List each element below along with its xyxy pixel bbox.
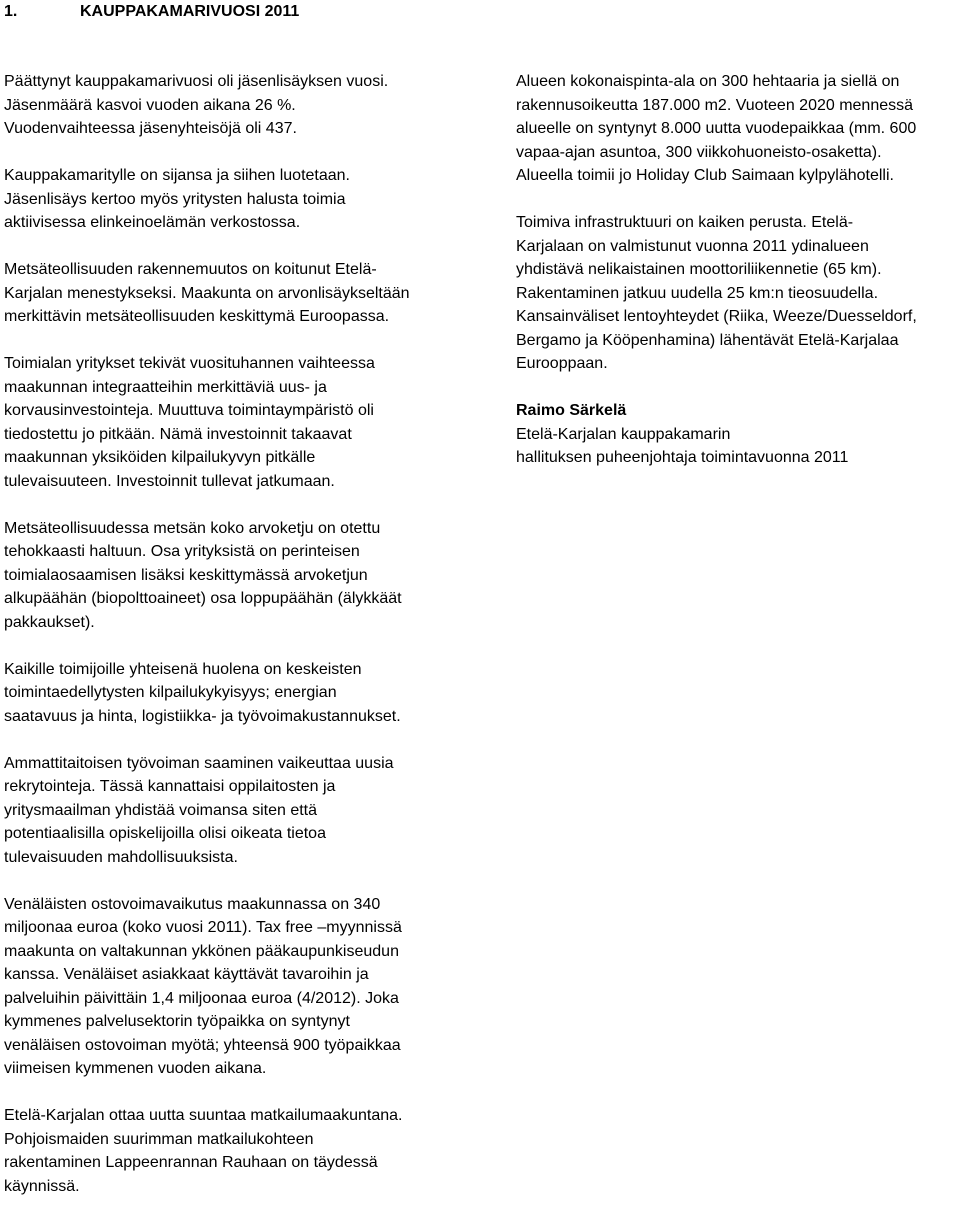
- text-line: korvausinvestointeja. Muuttuva toimintaympäristö oli: [4, 402, 374, 419]
- text-line: rakentaminen Lappeenrannan Rauhaan on täydessä: [4, 1154, 378, 1171]
- text-line: maakunnan integraatteihin merkittäviä uus- ja: [4, 378, 327, 396]
- paragraph: [4, 352, 480, 493]
- signature-block: [516, 399, 956, 470]
- signature-name: Raimo Särkelä: [516, 402, 627, 419]
- text-line: Jäsenmäärä kasvoi vuoden aikana 26 %.: [4, 96, 296, 114]
- paragraph: [4, 893, 480, 1081]
- text-line: rekrytointeja. Tässä kannattaisi oppilaitosten ja: [4, 778, 336, 795]
- right-column-paragraphs: [516, 70, 956, 399]
- paragraph-gap: [4, 728, 480, 752]
- text-line: Etelä-Karjalan ottaa uutta suuntaa matkailumaakuntana.: [4, 1107, 403, 1124]
- text-line: Kauppakamaritylle on sijansa ja siihen luotetaan.: [4, 167, 350, 184]
- text-line: Venäläisten ostovoimavaikutus maakunnassa on 340: [4, 895, 381, 913]
- text-line: Metsäteollisuudessa metsän koko arvoketju on otettu: [4, 519, 381, 537]
- text-line: Karjalan menestykseksi. Maakunta on arvonlisäykseltään: [4, 284, 410, 302]
- text-line: tulevaisuuden mahdollisuuksista.: [4, 848, 238, 866]
- paragraph: [4, 70, 480, 141]
- text-line: viimeisen kymmenen vuoden aikana.: [4, 1060, 267, 1077]
- section-number: 1.: [4, 3, 18, 20]
- text-line: potentiaalisilla opiskelijoilla olisi oikeata tietoa: [4, 825, 326, 842]
- text-line: Bergamo ja Kööpenhamina) lähentävät Etelä-Karjalaa: [516, 331, 899, 349]
- paragraph-gap: [4, 235, 480, 259]
- paragraph: [4, 258, 480, 329]
- text-line: kanssa. Venäläiset asiakkaat käyttävät tavaroihin ja: [4, 966, 369, 983]
- text-line: Toimiva infrastruktuuri on kaiken perusta. Etelä-: [516, 214, 854, 231]
- paragraph-gap: [4, 634, 480, 658]
- text-line: yhdistävä nelikaistainen moottoriliikennetie (65 km).: [516, 261, 882, 278]
- text-line: yritysmaailman yhdistää voimansa siten että: [4, 801, 318, 819]
- text-line: merkittävin metsäteollisuuden keskittymä Euroopassa.: [4, 308, 390, 325]
- paragraph: [4, 1104, 480, 1198]
- text-line: Rakentaminen jatkuu uudella 25 km:n tieosuudella.: [516, 284, 879, 302]
- text-line: miljoonaa euroa (koko vuosi 2011). Tax free –myynnissä: [4, 919, 402, 936]
- text-line: vapaa-ajan asuntoa, 300 viikkohuoneisto-osaketta).: [516, 143, 882, 161]
- left-column: [4, 70, 480, 1222]
- text-line: aktiivisessa elinkeinoelämän verkostossa.: [4, 214, 301, 231]
- text-line: toimintaedellytysten kilpailukykyisyys; energian: [4, 684, 337, 701]
- text-line: Päättynyt kauppakamarivuosi oli jäsenlisäyksen vuosi.: [4, 73, 389, 90]
- paragraph-gap: [4, 329, 480, 353]
- text-line: saatavuus ja hinta, logistiikka- ja työvoimakustannukset.: [4, 707, 401, 725]
- text-line: tulevaisuuteen. Investoinnit tullevat jatkumaan.: [4, 472, 335, 490]
- text-line: Metsäteollisuuden rakennemuutos on koitunut Etelä-: [4, 261, 377, 278]
- paragraph-gap: [4, 869, 480, 893]
- text-line: Pohjoismaiden suurimman matkailukohteen: [4, 1130, 314, 1148]
- text-line: alkupäähän (biopolttoaineet) osa loppupäähän (älykkäät: [4, 590, 402, 607]
- paragraph-gap: [4, 493, 480, 517]
- paragraph-gap: [516, 376, 956, 400]
- text-line: Jäsenlisäys kertoo myös yritysten halusta toimia: [4, 190, 346, 208]
- text-line: Karjalaan on valmistunut vuonna 2011 ydinalueen: [516, 237, 869, 255]
- text-line: tehokkaasti haltuun. Osa yrityksistä on perinteisen: [4, 543, 360, 560]
- paragraph-gap: [4, 1081, 480, 1105]
- text-line: Eurooppaan.: [516, 355, 608, 372]
- paragraph-gap: [4, 1198, 480, 1222]
- text-line: maakunnan yksiköiden kilpailukyvyn pitkälle: [4, 449, 316, 466]
- paragraph: [4, 517, 480, 635]
- text-line: toimialaosaamisen lisäksi keskittymässä arvoketjun: [4, 566, 368, 584]
- text-line: Toimialan yritykset tekivät vuosituhannen vaihteessa: [4, 355, 375, 372]
- paragraph-gap: [516, 188, 956, 212]
- paragraph: [4, 658, 480, 729]
- paragraph: [4, 752, 480, 870]
- text-line: kymmenes palvelusektorin työpaikka on syntynyt: [4, 1013, 350, 1030]
- text-line: tiedostettu jo pitkään. Nämä investoinnit takaavat: [4, 425, 352, 443]
- text-line: Vuodenvaihteessa jäsenyhteisöjä oli 437.: [4, 120, 297, 137]
- signature-organization: Etelä-Karjalan kauppakamarin: [516, 425, 731, 443]
- text-line: Ammattitaitoisen työvoiman saaminen vaikeuttaa uusia: [4, 754, 394, 772]
- text-line: rakennusoikeutta 187.000 m2. Vuoteen 2020 mennessä: [516, 96, 914, 114]
- signature-role: hallituksen puheenjohtaja toimintavuonna 2011: [516, 449, 849, 466]
- section-title: KAUPPAKAMARIVUOSI 2011: [80, 3, 300, 20]
- section-heading: [4, 2, 299, 22]
- text-line: palveluihin päivittäin 1,4 miljoonaa euroa (4/2012). Joka: [4, 989, 399, 1007]
- paragraph: [4, 164, 480, 235]
- paragraph: [516, 70, 956, 188]
- text-line: maakunta on valtakunnan ykkönen pääkaupunkiseudun: [4, 942, 399, 960]
- text-line: käynnissä.: [4, 1177, 80, 1195]
- paragraph: [516, 211, 956, 376]
- text-line: Kaikille toimijoille yhteisenä huolena on keskeisten: [4, 660, 362, 678]
- text-line: venäläisen ostovoiman myötä; yhteensä 900 työpaikkaa: [4, 1036, 401, 1054]
- text-line: Alueella toimii jo Holiday Club Saimaan kylpylähotelli.: [516, 167, 894, 184]
- text-line: alueelle on syntynyt 8.000 uutta vuodepaikkaa (mm. 600: [516, 120, 917, 137]
- right-column: [516, 70, 956, 470]
- paragraph-gap: [4, 141, 480, 165]
- text-line: Kansainväliset lentoyhteydet (Riika, Weeze/Duesseldorf,: [516, 308, 917, 325]
- text-line: pakkaukset).: [4, 613, 95, 631]
- text-line: Alueen kokonaispinta-ala on 300 hehtaaria ja siellä on: [516, 73, 900, 90]
